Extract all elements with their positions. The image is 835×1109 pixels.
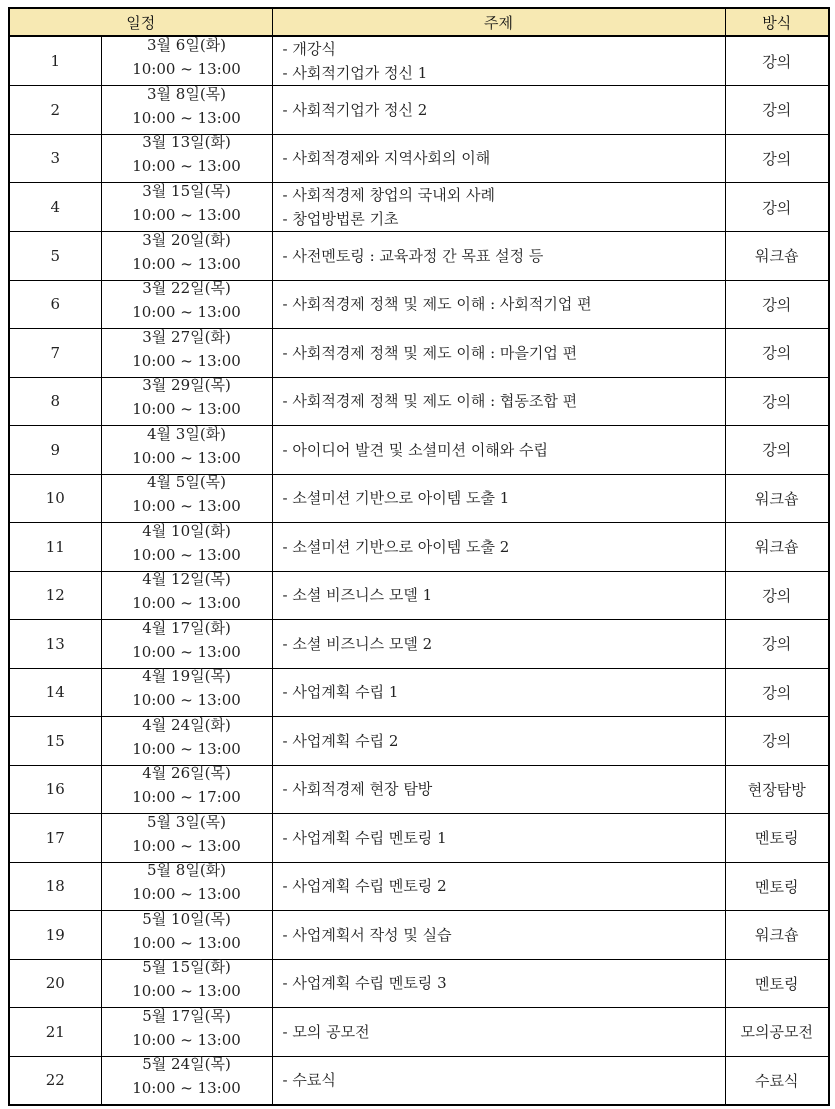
schedule-cell bbox=[101, 232, 272, 281]
session-date: 3월 29일(목) bbox=[142, 376, 231, 395]
topic-line: - 창업방법론 기초 bbox=[282, 210, 399, 228]
topic-line: - 사회적기업가 정신 2 bbox=[282, 100, 428, 119]
session-time: 10:00 ~ 13:00 bbox=[132, 60, 241, 78]
schedule-cell bbox=[101, 86, 272, 135]
table-row bbox=[9, 232, 829, 281]
topic-line: - 개강식 bbox=[282, 40, 336, 58]
row-number: 19 bbox=[9, 911, 101, 960]
schedule-table bbox=[8, 7, 830, 1106]
session-time: 10:00 ~ 13:00 bbox=[132, 206, 241, 224]
schedule-cell bbox=[101, 183, 272, 232]
method-cell: 강의 bbox=[725, 668, 829, 717]
topic-line: - 사업계획 수립 멘토링 3 bbox=[282, 974, 447, 993]
topic-line: - 사회적경제 정책 및 제도 이해 : 협동조합 편 bbox=[282, 392, 578, 411]
row-number: 8 bbox=[9, 377, 101, 426]
schedule-cell bbox=[101, 911, 272, 960]
topic-cell bbox=[272, 134, 725, 183]
topic-line: - 아이디어 발견 및 소셜미션 이해와 수립 bbox=[282, 440, 549, 459]
table-row bbox=[9, 668, 829, 717]
session-date: 4월 24일(화) bbox=[142, 715, 231, 734]
table-row bbox=[9, 329, 829, 378]
table-row bbox=[9, 911, 829, 960]
schedule-cell bbox=[101, 134, 272, 183]
topic-line: - 사회적경제 정책 및 제도 이해 : 마을기업 편 bbox=[282, 343, 578, 362]
method-cell: 워크숍 bbox=[725, 911, 829, 960]
session-date: 5월 15일(화) bbox=[142, 958, 231, 977]
topic-cell bbox=[272, 329, 725, 378]
session-date: 3월 20일(화) bbox=[142, 230, 231, 249]
session-time: 10:00 ~ 13:00 bbox=[132, 497, 241, 516]
row-number: 6 bbox=[9, 280, 101, 329]
topic-line: - 소셜 비즈니스 모델 1 bbox=[282, 586, 433, 605]
row-number: 7 bbox=[9, 329, 101, 378]
session-time: 10:00 ~ 13:00 bbox=[132, 545, 241, 564]
schedule-cell bbox=[101, 765, 272, 814]
session-date: 5월 8일(화) bbox=[146, 861, 227, 880]
row-number: 13 bbox=[9, 620, 101, 669]
session-date: 3월 15일(목) bbox=[142, 182, 231, 200]
session-date: 5월 24일(목) bbox=[142, 1055, 231, 1074]
session-time: 10:00 ~ 13:00 bbox=[132, 303, 241, 322]
session-time: 10:00 ~ 13:00 bbox=[132, 157, 241, 176]
session-time: 10:00 ~ 13:00 bbox=[132, 739, 241, 758]
topic-cell bbox=[272, 765, 725, 814]
row-number: 5 bbox=[9, 232, 101, 281]
schedule-cell bbox=[101, 523, 272, 572]
topic-cell bbox=[272, 911, 725, 960]
table-row bbox=[9, 765, 829, 814]
session-time: 10:00 ~ 13:00 bbox=[132, 108, 241, 127]
topic-cell bbox=[272, 426, 725, 475]
schedule-cell bbox=[101, 1008, 272, 1057]
table-row bbox=[9, 36, 829, 86]
method-cell: 모의공모전 bbox=[725, 1008, 829, 1057]
topic-cell bbox=[272, 474, 725, 523]
topic-cell bbox=[272, 280, 725, 329]
row-number: 3 bbox=[9, 134, 101, 183]
session-date: 4월 19일(목) bbox=[142, 667, 231, 686]
session-time: 10:00 ~ 13:00 bbox=[132, 254, 241, 273]
method-cell: 워크숍 bbox=[725, 523, 829, 572]
method-cell: 강의 bbox=[725, 426, 829, 475]
topic-line: - 사회적경제 창업의 국내외 사례 bbox=[282, 186, 496, 204]
row-number: 18 bbox=[9, 862, 101, 911]
topic-line: - 사업계획서 작성 및 실습 bbox=[282, 925, 452, 944]
topic-line: - 사회적경제 정책 및 제도 이해 : 사회적기업 편 bbox=[282, 295, 592, 314]
schedule-cell bbox=[101, 862, 272, 911]
topic-cell bbox=[272, 717, 725, 766]
method-cell: 현장탐방 bbox=[725, 765, 829, 814]
session-date: 4월 12일(목) bbox=[142, 570, 231, 589]
session-date: 4월 17일(화) bbox=[142, 618, 231, 637]
row-number: 22 bbox=[9, 1056, 101, 1105]
table-row bbox=[9, 86, 829, 135]
row-number: 10 bbox=[9, 474, 101, 523]
session-time: 10:00 ~ 13:00 bbox=[132, 933, 241, 952]
topic-line: - 사회적경제와 지역사회의 이해 bbox=[282, 149, 491, 168]
session-date: 3월 13일(화) bbox=[142, 133, 231, 152]
method-cell: 강의 bbox=[725, 280, 829, 329]
row-number: 16 bbox=[9, 765, 101, 814]
topic-cell bbox=[272, 36, 725, 86]
session-date: 3월 8일(목) bbox=[146, 84, 227, 103]
session-date: 3월 22일(목) bbox=[142, 279, 231, 298]
table-row bbox=[9, 814, 829, 863]
topic-line: - 모의 공모전 bbox=[282, 1022, 370, 1041]
schedule-cell bbox=[101, 717, 272, 766]
session-time: 10:00 ~ 13:00 bbox=[132, 1079, 241, 1098]
method-cell: 멘토링 bbox=[725, 814, 829, 863]
topic-line: - 소셜미션 기반으로 아이템 도출 1 bbox=[282, 489, 510, 508]
table-row bbox=[9, 426, 829, 475]
table-row bbox=[9, 377, 829, 426]
method-cell: 워크숍 bbox=[725, 474, 829, 523]
schedule-cell bbox=[101, 959, 272, 1008]
table-row bbox=[9, 1056, 829, 1105]
session-date: 5월 10일(목) bbox=[142, 909, 231, 928]
schedule-cell bbox=[101, 620, 272, 669]
row-number: 2 bbox=[9, 86, 101, 135]
schedule-cell bbox=[101, 36, 272, 86]
method-cell: 강의 bbox=[725, 329, 829, 378]
topic-cell bbox=[272, 959, 725, 1008]
session-time: 10:00 ~ 13:00 bbox=[132, 400, 241, 419]
session-date: 3월 6일(화) bbox=[146, 36, 227, 54]
table-row bbox=[9, 183, 829, 232]
row-number: 14 bbox=[9, 668, 101, 717]
topic-line: - 소셜미션 기반으로 아이템 도출 2 bbox=[282, 537, 510, 556]
table-row bbox=[9, 959, 829, 1008]
method-cell: 수료식 bbox=[725, 1056, 829, 1105]
session-time: 10:00 ~ 13:00 bbox=[132, 836, 241, 855]
schedule-cell bbox=[101, 280, 272, 329]
topic-line: - 사회적기업가 정신 1 bbox=[282, 64, 428, 82]
topic-line: - 사업계획 수립 멘토링 1 bbox=[282, 828, 447, 847]
header-method: 방식 bbox=[725, 8, 829, 36]
method-cell: 강의 bbox=[725, 86, 829, 135]
topic-line: - 사전멘토링 : 교육과정 간 목표 설정 등 bbox=[282, 246, 544, 265]
schedule-cell bbox=[101, 329, 272, 378]
session-time: 10:00 ~ 13:00 bbox=[132, 594, 241, 613]
topic-cell bbox=[272, 232, 725, 281]
table-row bbox=[9, 620, 829, 669]
schedule-cell bbox=[101, 426, 272, 475]
topic-cell bbox=[272, 1056, 725, 1105]
method-cell: 강의 bbox=[725, 377, 829, 426]
table-row bbox=[9, 134, 829, 183]
session-time: 10:00 ~ 13:00 bbox=[132, 1030, 241, 1049]
table-row bbox=[9, 717, 829, 766]
table-row bbox=[9, 862, 829, 911]
topic-cell bbox=[272, 1008, 725, 1057]
topic-line: - 사업계획 수립 2 bbox=[282, 731, 399, 750]
session-date: 4월 3일(화) bbox=[146, 424, 227, 443]
topic-cell bbox=[272, 571, 725, 620]
schedule-cell bbox=[101, 668, 272, 717]
topic-line: - 사업계획 수립 멘토링 2 bbox=[282, 877, 447, 896]
topic-cell bbox=[272, 377, 725, 426]
header-row bbox=[9, 8, 829, 36]
row-number: 9 bbox=[9, 426, 101, 475]
method-cell: 강의 bbox=[725, 134, 829, 183]
session-date: 4월 10일(화) bbox=[142, 521, 231, 540]
topic-line: - 사업계획 수립 1 bbox=[282, 683, 399, 702]
schedule-cell bbox=[101, 474, 272, 523]
topic-cell bbox=[272, 523, 725, 572]
session-date: 5월 3일(목) bbox=[146, 812, 227, 831]
topic-cell bbox=[272, 668, 725, 717]
row-number: 21 bbox=[9, 1008, 101, 1057]
session-date: 4월 26일(목) bbox=[142, 764, 231, 783]
method-cell: 강의 bbox=[725, 717, 829, 766]
row-number: 11 bbox=[9, 523, 101, 572]
session-date: 4월 5일(목) bbox=[146, 473, 227, 492]
session-time: 10:00 ~ 13:00 bbox=[132, 691, 241, 710]
session-time: 10:00 ~ 13:00 bbox=[132, 885, 241, 904]
session-time: 10:00 ~ 13:00 bbox=[132, 351, 241, 370]
table-row bbox=[9, 571, 829, 620]
session-time: 10:00 ~ 13:00 bbox=[132, 982, 241, 1001]
topic-cell bbox=[272, 183, 725, 232]
method-cell: 멘토링 bbox=[725, 862, 829, 911]
table-row bbox=[9, 1008, 829, 1057]
row-number: 12 bbox=[9, 571, 101, 620]
topic-line: - 소셜 비즈니스 모델 2 bbox=[282, 634, 433, 653]
header-schedule: 일정 bbox=[9, 8, 272, 36]
schedule-cell bbox=[101, 814, 272, 863]
row-number: 4 bbox=[9, 183, 101, 232]
method-cell: 강의 bbox=[725, 571, 829, 620]
topic-cell bbox=[272, 814, 725, 863]
table-row bbox=[9, 523, 829, 572]
table-row bbox=[9, 474, 829, 523]
method-cell: 강의 bbox=[725, 620, 829, 669]
session-time: 10:00 ~ 13:00 bbox=[132, 642, 241, 661]
method-cell: 강의 bbox=[725, 36, 829, 86]
row-number: 1 bbox=[9, 36, 101, 86]
topic-cell bbox=[272, 86, 725, 135]
table-row bbox=[9, 280, 829, 329]
topic-line: - 수료식 bbox=[282, 1071, 336, 1090]
row-number: 17 bbox=[9, 814, 101, 863]
session-time: 10:00 ~ 13:00 bbox=[132, 448, 241, 467]
method-cell: 워크숍 bbox=[725, 232, 829, 281]
row-number: 15 bbox=[9, 717, 101, 766]
row-number: 20 bbox=[9, 959, 101, 1008]
session-date: 3월 27일(화) bbox=[142, 327, 231, 346]
schedule-cell bbox=[101, 571, 272, 620]
header-topic: 주제 bbox=[272, 8, 725, 36]
method-cell: 강의 bbox=[725, 183, 829, 232]
schedule-cell bbox=[101, 377, 272, 426]
topic-cell bbox=[272, 620, 725, 669]
session-date: 5월 17일(목) bbox=[142, 1006, 231, 1025]
method-cell: 멘토링 bbox=[725, 959, 829, 1008]
schedule-cell bbox=[101, 1056, 272, 1105]
session-time: 10:00 ~ 17:00 bbox=[132, 788, 241, 807]
topic-line: - 사회적경제 현장 탐방 bbox=[282, 780, 433, 799]
topic-cell bbox=[272, 862, 725, 911]
